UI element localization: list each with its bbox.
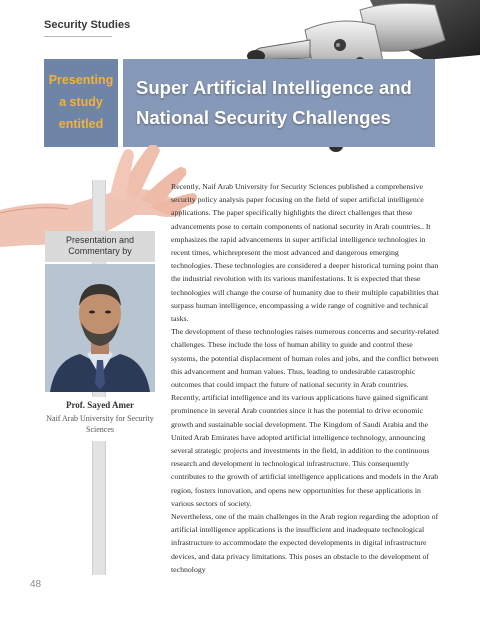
section-title: Security Studies — [44, 19, 131, 31]
author-name: Prof. Sayed Amer — [65, 400, 135, 410]
body-paragraph: The development of these technologies raises numerous concerns and security-related challenges. These include the loss of human ability to guide and control these systems, the potential displacement of human roles and jobs, and the conflict between this advancement and human values. Thus, leading to undesirable catastrophic outcomes that could impact the future of national security in Arab countries. — [171, 327, 439, 390]
banner-intro-text: Presenting a study entitled — [48, 73, 114, 131]
body-paragraph: Recently, artificial intelligence and its various applications have gained significant prominence in several Arab countries since it has the potential to drive economic growth and sustainable social development. The Kingdom of Saudi Arabia and the United Arab Emirates have adopted artificial intelligence technology, announcing several strategic projects and investments in the field, in addition to the continuous research and development in technological infrastructure. This consequently contributes to the growth of artificial intelligence applications and models in the Arab region, fosters innovation, and opens new opportunities for these applications in various sectors of society. — [171, 393, 439, 508]
author-affiliation: Naif Arab University for Security Sciences — [46, 414, 154, 434]
banner-intro-box — [44, 59, 118, 147]
presenter-label: Presentation and Commentary by — [65, 235, 135, 256]
body-paragraph: Nevertheless, one of the main challenges in the Arab region regarding the adoption of artificial intelligence applications is the insufficient and inadequate technological infrastructure to accommodate the expected developments in digital infrastructure devices, and data privacy limitations. This poses an obstacle to the development of technology — [171, 512, 439, 574]
article-body — [171, 180, 441, 576]
body-paragraph: Recently, Naif Arab University for Security Sciences published a comprehensive security policy analysis paper focusing on the field of super artificial intelligence applications. The paper specifically highlights the direct challenges that these advancements pose to certain components of national security in Arab countries.. It emphasizes the rapid advancements in super artificial intelligence technologies in recent times, whichrepresent the most advanced and dangerous emerging technologies. These technologies are considered a deeper historical turning point than the industrial revolution with its various manifestations. It is expected that these technologies will change the course of humanity due to their multiple capabilities that surpass human intelligence, encompassing a wide range of cognitive and technical tasks. — [171, 182, 439, 324]
portrait-photo — [45, 264, 155, 392]
author-credit — [45, 397, 155, 441]
banner-title-box — [123, 59, 435, 147]
presenter-label-box — [45, 231, 155, 262]
article-title: Super Artificial Intelligence and National Security Challenges — [136, 77, 412, 128]
page-number: 48 — [30, 579, 42, 590]
section-rule — [44, 36, 112, 37]
